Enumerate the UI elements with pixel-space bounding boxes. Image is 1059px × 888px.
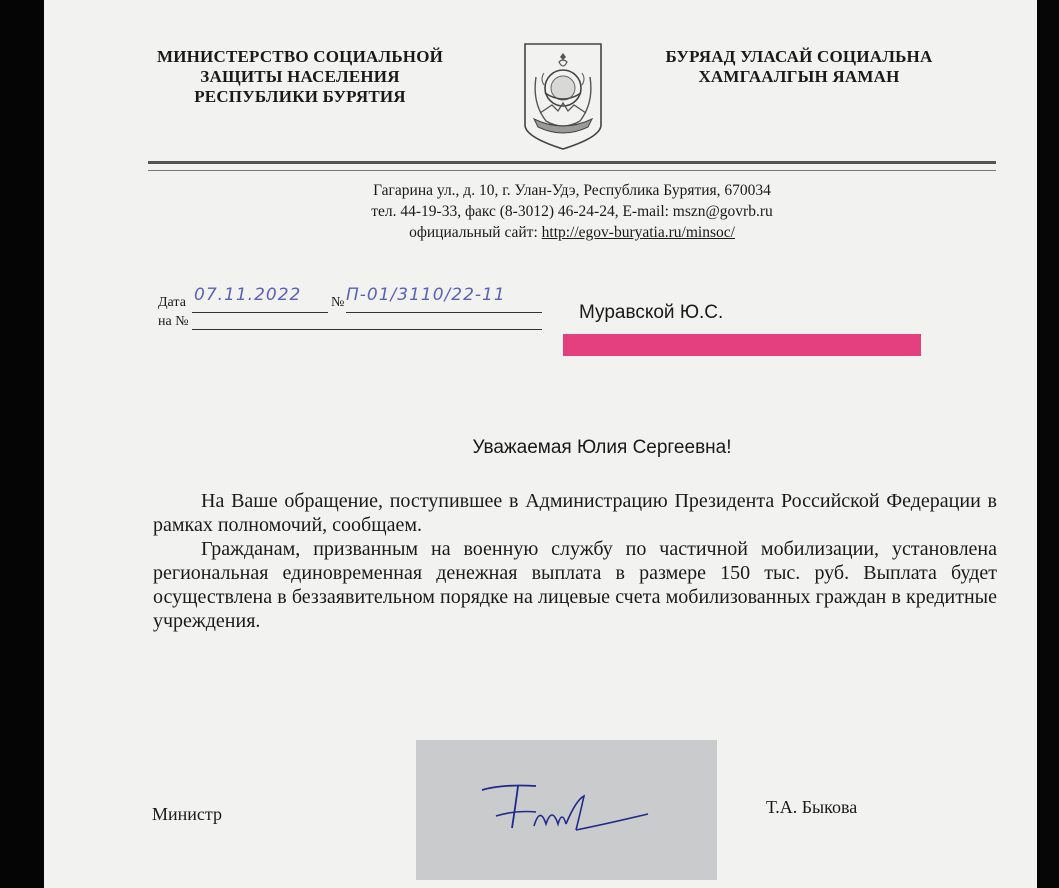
ministry-name-line-1: МИНИСТЕРСТВО СОЦИАЛЬНОЙ: [156, 47, 444, 66]
website-link[interactable]: http://egov-buryatia.ru/minsoc/: [541, 224, 735, 241]
scan-left-border: [0, 0, 44, 888]
website-label: официальный сайт:: [409, 224, 542, 241]
address-block: [194, 180, 950, 243]
signatory-name: Т.А. Быкова: [766, 797, 858, 817]
redacted-address: [563, 334, 921, 356]
website-line: [194, 222, 950, 243]
signature-stamp-area: [416, 740, 717, 880]
signatory-position: Министр: [152, 804, 222, 824]
recipient-name: Муравской Ю.С.: [579, 302, 724, 323]
date-value: 07.11.2022: [194, 285, 302, 305]
contacts-line: тел. 44-19-33, факс (8-3012) 46-24-24, E-mail: mszn@govrb.ru: [371, 203, 773, 220]
ministry-name-bua: [624, 47, 974, 87]
ministry-name-ru: [112, 47, 488, 107]
handwritten-signature-icon: [416, 740, 717, 880]
address-line: Гагарина ул., д. 10, г. Улан-Удэ, Республика Бурятия, 670034: [373, 182, 771, 199]
header-rule-thin: [148, 170, 996, 171]
ministry-name-bua-line-1: БУРЯАД УЛАСАЙ СОЦИАЛЬНА: [665, 47, 933, 66]
body-paragraph-1: На Ваше обращение, поступившее в Администрацию Президента Российской Федерации в рамках полномочий, сообщаем.: [153, 490, 997, 536]
ministry-name-line-3: РЕСПУБЛИКИ БУРЯТИЯ: [194, 87, 406, 106]
reference-label: на №: [158, 314, 189, 329]
number-underline: [346, 312, 542, 313]
coat-of-arms-emblem: [522, 41, 604, 152]
letter-page: [44, 0, 1037, 888]
ministry-name-bua-line-2: ХАМГААЛГЫН ЯАМАН: [698, 67, 900, 86]
body-paragraph-2: Гражданам, призванным на военную службу по частичной мобилизации, установлена региональная единовременная денежная выплата в размере 150 тыс. руб. Выплата будет осуществлена в беззаявительном порядке на лицевые счета мобилизованных граждан в кредитные учреждения.: [153, 538, 997, 632]
letter-body: [153, 489, 997, 633]
number-label: №: [331, 295, 345, 310]
header-rule-thick: [148, 161, 996, 164]
date-underline: [192, 312, 328, 313]
scan-right-border: [1037, 0, 1059, 888]
date-label: Дата: [158, 295, 186, 310]
ministry-name-line-2: ЗАЩИТЫ НАСЕЛЕНИЯ: [200, 67, 400, 86]
number-value: П-01/3110/22-11: [346, 285, 506, 305]
reference-underline: [192, 329, 542, 330]
greeting: Уважаемая Юлия Сергеевна!: [472, 437, 732, 458]
